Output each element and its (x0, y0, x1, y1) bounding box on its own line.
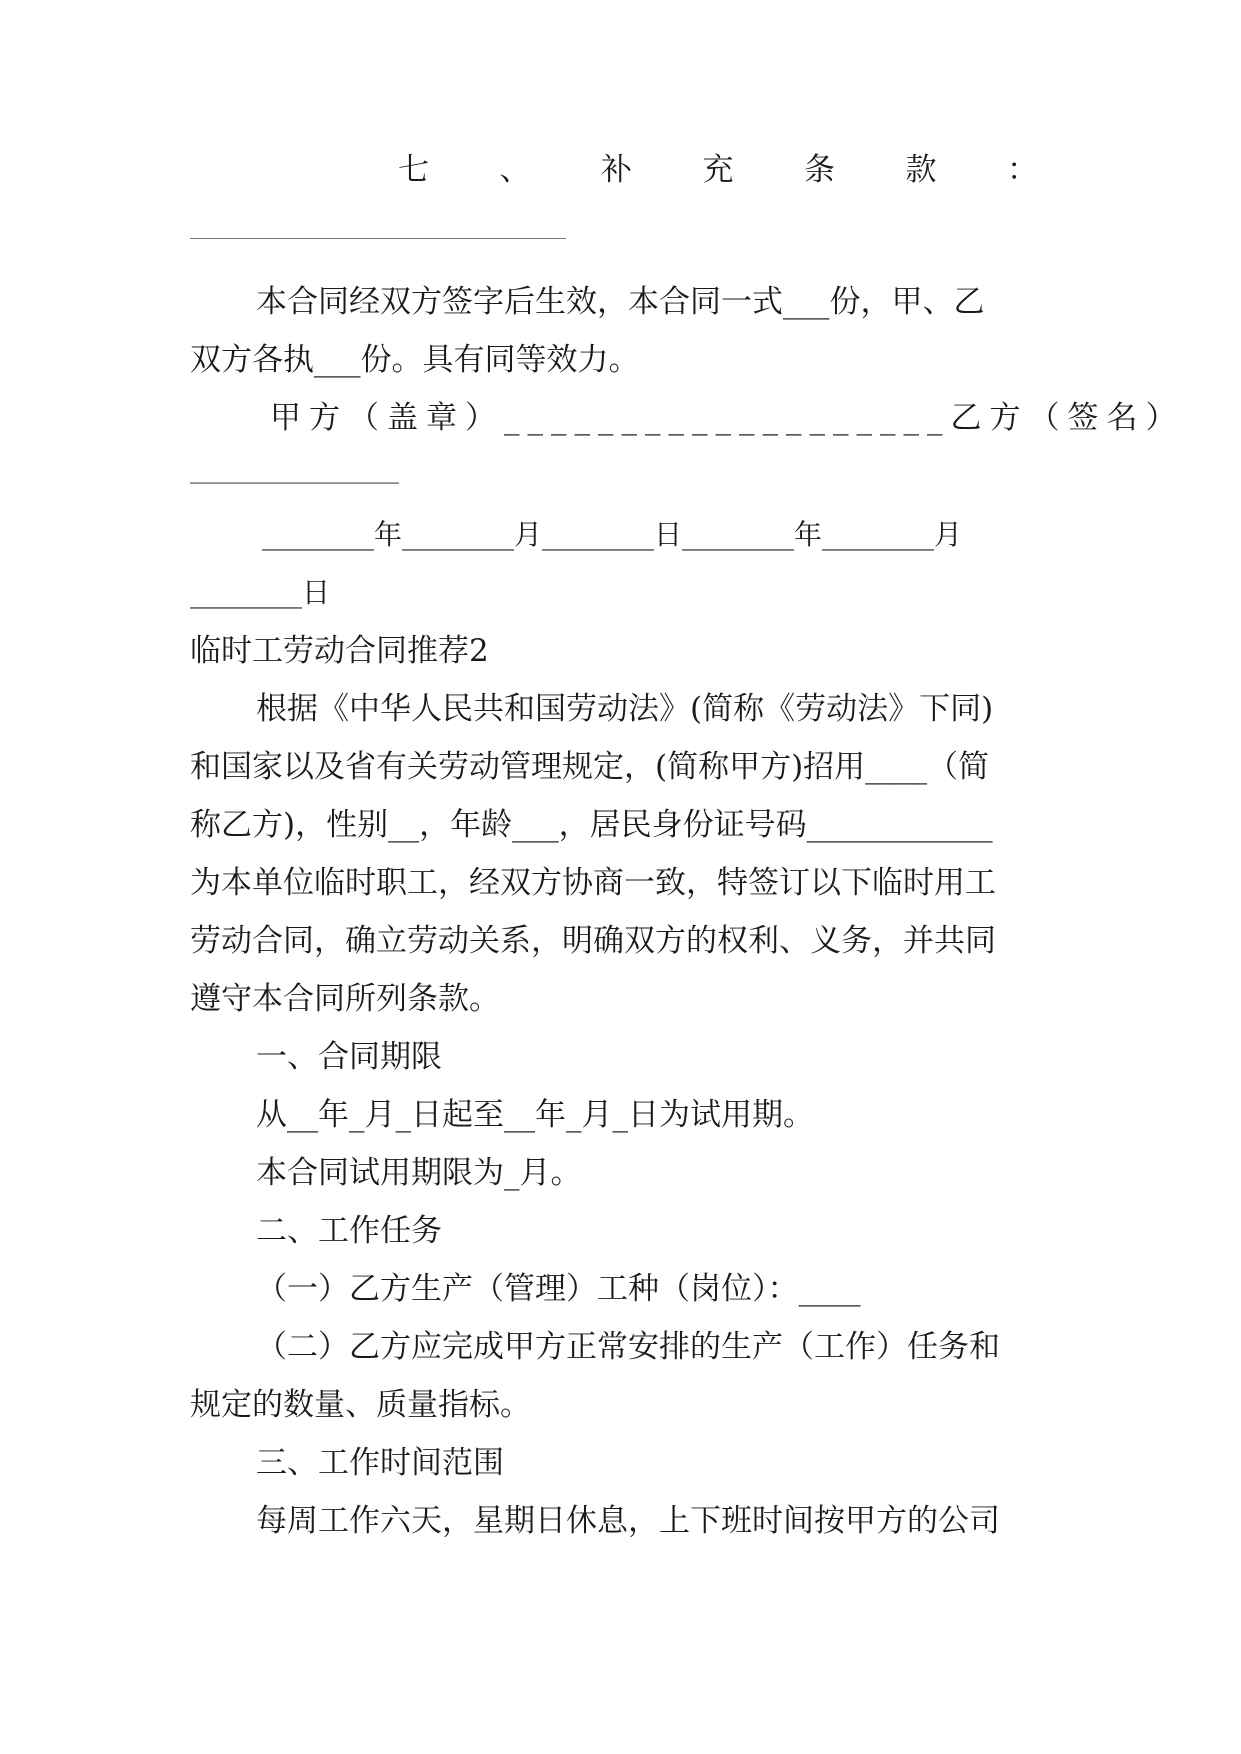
intro-line-3: 称乙方)，性别__，年龄___，居民身份证号码____________ (190, 807, 993, 843)
intro-line-1: 根据《中华人民共和国劳动法》(简称《劳动法》下同) (256, 691, 994, 727)
effect-paragraph-line-1: 本合同经双方签字后生效，本合同一式___份，甲、乙 (256, 284, 985, 320)
effect-paragraph-line-2: 双方各执___份。具有同等效力。 (190, 342, 640, 378)
date-line-2: ________日 (190, 576, 331, 609)
section-2-item-1: （一）乙方生产（管理）工种（岗位）：____ (256, 1271, 861, 1307)
section-2-item-2-line-2: 规定的数量、质量指标。 (190, 1387, 531, 1423)
heading-char: 七 (398, 152, 429, 188)
intro-line-2: 和国家以及省有关劳动管理规定，(简称甲方)招用____（简 (190, 749, 990, 785)
clause-blank-rule: _______________________________________________ (190, 220, 566, 239)
heading-char: ： (1007, 152, 1038, 188)
heading-char: 充 (702, 152, 734, 188)
section-1-title: 一、合同期限 (256, 1039, 442, 1075)
section-7-heading (398, 150, 1038, 190)
heading-char: 条 (804, 152, 835, 188)
heading-char: 、 (499, 152, 531, 188)
heading-char: 款 (905, 152, 937, 188)
intro-line-5: 劳动合同，确立劳动关系，明确双方的权利、义务，并共同 (190, 923, 996, 959)
contract-2-title: 临时工劳动合同推荐2 (190, 633, 489, 669)
intro-line-6: 遵守本合同所列条款。 (190, 981, 500, 1017)
date-line-1: ________年________月________日________年________月 (262, 518, 963, 551)
signature-line: 甲方（盖章）___________________乙方（签名） (270, 400, 1185, 436)
section-3-line-1: 每周工作六天，星期日休息，上下班时间按甲方的公司 (256, 1503, 1000, 1539)
section-2-title: 二、工作任务 (256, 1213, 442, 1249)
section-1-line-1: 从__年_月_日起至__年_月_日为试用期。 (256, 1097, 814, 1133)
signature-blank-rule: ___________________ (190, 459, 399, 484)
intro-line-4: 为本单位临时职工，经双方协商一致，特签订以下临时用工 (190, 865, 996, 901)
section-1-line-2: 本合同试用期限为_月。 (256, 1155, 582, 1191)
section-2-item-2-line-1: （二）乙方应完成甲方正常安排的生产（工作）任务和 (256, 1329, 1000, 1365)
heading-char: 补 (601, 152, 632, 188)
section-3-title: 三、工作时间范围 (256, 1445, 504, 1481)
